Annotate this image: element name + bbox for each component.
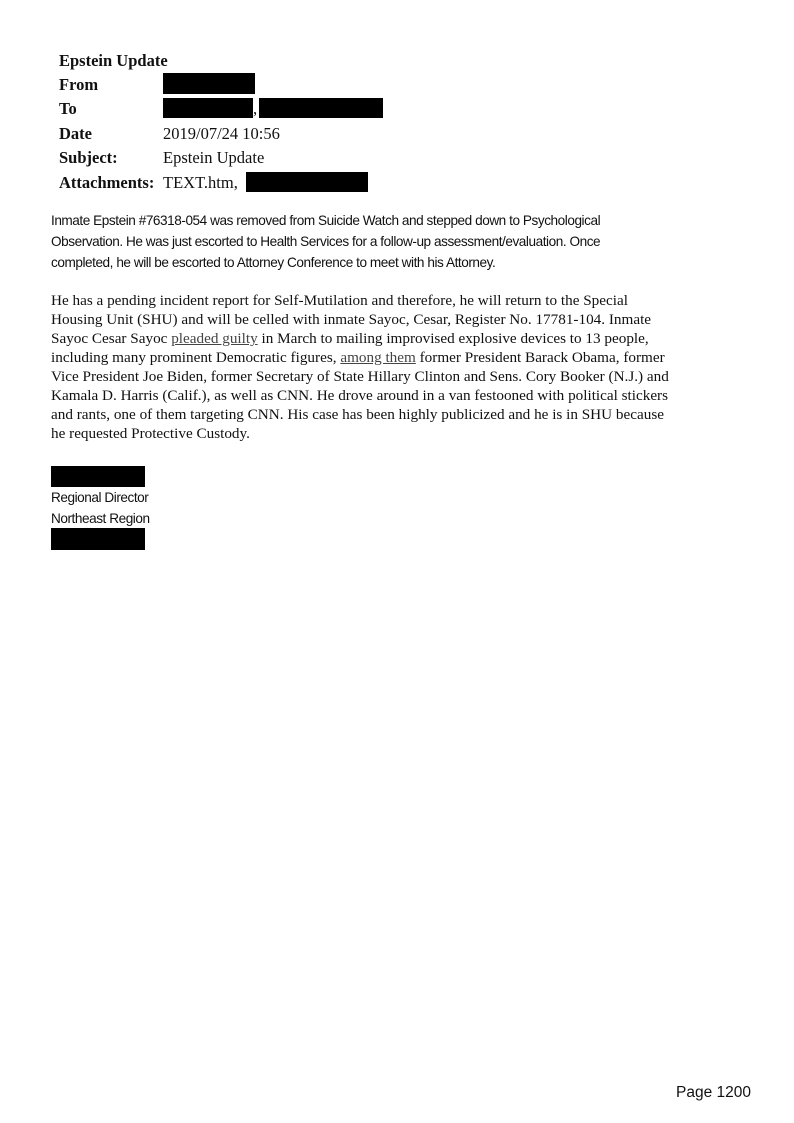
text-line: Observation. He was just escorted to Health Services for a follow-up assessment/evaluation. Once xyxy=(51,234,601,249)
attachments-label: Attachments: xyxy=(59,172,155,192)
text-segment: in March to mailing improvised explosive devices to 13 people, xyxy=(257,330,649,347)
redaction-box xyxy=(246,172,368,192)
page-number: Page 1200 xyxy=(676,1084,751,1101)
redaction-box xyxy=(259,98,383,118)
text-line: Inmate Epstein #76318-054 was removed from Suicide Watch and stepped down to Psychological xyxy=(51,213,601,228)
redaction-box xyxy=(51,528,145,550)
signature-title: Regional Director xyxy=(51,490,149,505)
among-them-link[interactable]: among them xyxy=(340,349,416,366)
subject-label: Subject: xyxy=(59,148,118,168)
pleaded-guilty-link[interactable]: pleaded guilty xyxy=(171,330,258,347)
document-title: Epstein Update xyxy=(59,51,168,70)
from-row xyxy=(59,73,168,97)
date-label: Date xyxy=(59,123,92,143)
signature-region: Northeast Region xyxy=(51,511,150,526)
signature-block xyxy=(51,487,150,529)
text-line xyxy=(51,329,751,348)
date-row xyxy=(59,122,280,146)
subject-row xyxy=(59,146,265,170)
redaction-box xyxy=(51,466,145,487)
text-line: he requested Protective Custody. xyxy=(51,425,250,442)
attachments-row xyxy=(59,171,238,195)
text-segment: former President Barack Obama, former xyxy=(415,349,665,366)
text-segment: including many prominent Democratic figures, xyxy=(51,349,341,366)
redaction-box xyxy=(163,73,255,94)
from-label: From xyxy=(59,75,99,94)
attachments-value: TEXT.htm, xyxy=(163,172,238,192)
text-line: Vice President Joe Biden, former Secretary of State Hillary Clinton and Sens. Cory Booker (N.J.) and xyxy=(51,368,669,385)
text-line: and rants, one of them targeting CNN. His case has been highly publicized and he is in SHU because xyxy=(51,406,664,423)
to-label: To xyxy=(59,99,77,119)
redaction-box xyxy=(163,98,253,118)
text-segment: Sayoc Cesar Sayoc xyxy=(51,330,172,347)
text-line: He has a pending incident report for Self-Mutilation and therefore, he will return to the Special xyxy=(51,292,628,309)
paragraph-status xyxy=(51,210,731,273)
text-line: completed, he will be escorted to Attorney Conference to meet with his Attorney. xyxy=(51,255,496,270)
text-line: Housing Unit (SHU) and will be celled with inmate Sayoc, Cesar, Register No. 17781-104. Inmate xyxy=(51,311,652,328)
text-line xyxy=(51,348,751,367)
date-value: 2019/07/24 10:56 xyxy=(163,123,280,143)
to-row xyxy=(59,97,258,121)
paragraph-incident xyxy=(51,291,751,443)
subject-value: Epstein Update xyxy=(163,148,265,168)
email-header xyxy=(59,49,280,195)
to-separator: , xyxy=(253,99,258,119)
text-line: Kamala D. Harris (Calif.), as well as CNN. He drove around in a van festooned with political stickers xyxy=(51,387,669,404)
